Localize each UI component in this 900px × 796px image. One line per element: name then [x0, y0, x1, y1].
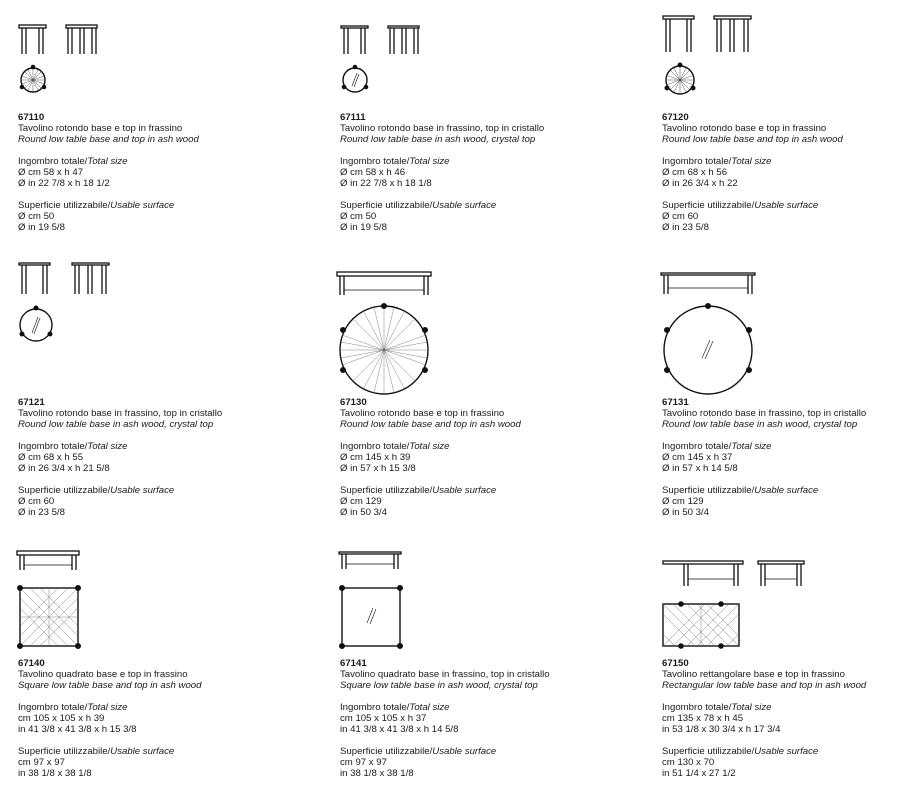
table-drawing-67121	[18, 261, 138, 391]
usable-surface-in: Ø in 19 5/8	[18, 222, 65, 233]
usable-surface-label: Superficie utilizzabile/Usable surface	[18, 485, 175, 496]
total-size-cm: cm 105 x 105 x h 37	[340, 713, 427, 724]
product-name-en: Round low table base in ash wood, crystal top	[340, 134, 536, 145]
table-drawing-67110	[18, 24, 138, 104]
total-size-label: Ingombro totale/Total size	[662, 441, 772, 452]
total-size-cm: cm 135 x 78 x h 45	[662, 713, 744, 724]
usable-surface-in: Ø in 23 5/8	[18, 507, 65, 518]
total-size-cm: Ø cm 58 x h 46	[340, 167, 406, 178]
usable-surface-cm: Ø cm 50	[18, 211, 55, 222]
usable-surface-label: Superficie utilizzabile/Usable surface	[340, 485, 497, 496]
top-view-wood-round	[20, 65, 46, 92]
table-drawing-67120	[662, 14, 782, 104]
usable-surface-label: Superficie utilizzabile/Usable surface	[18, 200, 175, 211]
total-size-in: Ø in 26 3/4 x h 22	[662, 178, 738, 189]
usable-surface-in: Ø in 19 5/8	[340, 222, 387, 233]
total-size-label: Ingombro totale/Total size	[340, 156, 450, 167]
total-size-in: in 41 3/8 x 41 3/8 x h 14 5/8	[340, 724, 459, 735]
top-view-glass-round	[342, 65, 368, 92]
total-size-in: in 41 3/8 x 41 3/8 x h 15 3/8	[18, 724, 137, 735]
product-name-it: Tavolino quadrato base in frassino, top in cristallo	[340, 669, 550, 680]
product-name-it: Tavolino rotondo base e top in frassino	[662, 123, 827, 134]
usable-surface-in: Ø in 50 3/4	[340, 507, 387, 518]
top-view-glass-round	[20, 306, 52, 341]
table-drawing-67111	[340, 24, 460, 104]
usable-surface-in: in 51 1/4 x 27 1/2	[662, 768, 736, 779]
usable-surface-in: Ø in 50 3/4	[662, 507, 709, 518]
usable-surface-label: Superficie utilizzabile/Usable surface	[340, 746, 497, 757]
total-size-label: Ingombro totale/Total size	[340, 441, 450, 452]
table-drawing-67140	[14, 550, 154, 660]
product-name-en: Round low table base in ash wood, crystal top	[18, 419, 214, 430]
total-size-in: Ø in 22 7/8 x h 18 1/2	[18, 178, 110, 189]
usable-surface-cm: Ø cm 60	[18, 496, 55, 507]
total-size-cm: Ø cm 58 x h 47	[18, 167, 84, 178]
product-name-en: Square low table base in ash wood, crystal top	[340, 680, 538, 691]
total-size-cm: cm 105 x 105 x h 39	[18, 713, 105, 724]
top-view-glass-round-large	[664, 304, 752, 395]
usable-surface-label: Superficie utilizzabile/Usable surface	[662, 200, 819, 211]
product-name-it: Tavolino rotondo base e top in frassino	[340, 408, 505, 419]
product-code: 67121	[18, 397, 45, 408]
top-view-wood-square	[18, 586, 81, 649]
product-name-en: Round low table base in ash wood, crystal top	[662, 419, 858, 430]
product-name-it: Tavolino rotondo base in frassino, top in cristallo	[662, 408, 867, 419]
product-name-en: Rectangular low table base and top in ash wood	[662, 680, 867, 691]
product-code: 67141	[340, 658, 367, 669]
total-size-cm: Ø cm 145 x h 37	[662, 452, 733, 463]
top-view-wood-round	[665, 63, 695, 94]
product-name-it: Tavolino quadrato base e top in frassino	[18, 669, 188, 680]
usable-surface-cm: cm 130 x 70	[662, 757, 715, 768]
top-view-wood-round-large	[340, 304, 428, 395]
total-size-label: Ingombro totale/Total size	[340, 702, 450, 713]
table-drawing-67150	[660, 558, 820, 658]
product-name-en: Square low table base and top in ash wood	[18, 680, 202, 691]
product-code: 67150	[662, 658, 689, 669]
product-name-it: Tavolino rotondo base in frassino, top in cristallo	[18, 408, 223, 419]
usable-surface-label: Superficie utilizzabile/Usable surface	[662, 746, 819, 757]
product-name-en: Round low table base and top in ash wood	[18, 134, 199, 145]
product-name-it: Tavolino rotondo base e top in frassino	[18, 123, 183, 134]
product-code: 67110	[18, 112, 45, 123]
total-size-label: Ingombro totale/Total size	[18, 702, 128, 713]
usable-surface-in: Ø in 23 5/8	[662, 222, 709, 233]
usable-surface-label: Superficie utilizzabile/Usable surface	[340, 200, 497, 211]
usable-surface-cm: Ø cm 129	[340, 496, 382, 507]
product-code: 67131	[662, 397, 689, 408]
side-view-front	[19, 25, 46, 54]
total-size-label: Ingombro totale/Total size	[662, 702, 772, 713]
product-name-it: Tavolino rotondo base in frassino, top in cristallo	[340, 123, 545, 134]
total-size-label: Ingombro totale/Total size	[18, 156, 128, 167]
total-size-label: Ingombro totale/Total size	[18, 441, 128, 452]
table-drawing-67131	[658, 270, 798, 400]
usable-surface-cm: cm 97 x 97	[340, 757, 387, 768]
total-size-label: Ingombro totale/Total size	[662, 156, 772, 167]
table-drawing-67141	[336, 550, 476, 660]
product-name-en: Round low table base and top in ash wood	[340, 419, 521, 430]
top-view-wood-rectangle	[663, 602, 739, 649]
usable-surface-label: Superficie utilizzabile/Usable surface	[18, 746, 175, 757]
product-code: 67111	[340, 112, 366, 123]
total-size-in: Ø in 26 3/4 x h 21 5/8	[18, 463, 110, 474]
side-view-profile	[66, 25, 97, 54]
product-code: 67130	[340, 397, 367, 408]
total-size-cm: Ø cm 68 x h 55	[18, 452, 84, 463]
usable-surface-label: Superficie utilizzabile/Usable surface	[662, 485, 819, 496]
product-name-it: Tavolino rettangolare base e top in frassino	[662, 669, 845, 680]
total-size-cm: Ø cm 68 x h 56	[662, 167, 728, 178]
total-size-in: Ø in 22 7/8 x h 18 1/8	[340, 178, 432, 189]
table-drawing-67130	[334, 270, 474, 400]
usable-surface-in: in 38 1/8 x 38 1/8	[18, 768, 92, 779]
total-size-in: Ø in 57 x h 15 3/8	[340, 463, 416, 474]
total-size-in: in 53 1/8 x 30 3/4 x h 17 3/4	[662, 724, 781, 735]
total-size-in: Ø in 57 x h 14 5/8	[662, 463, 738, 474]
total-size-cm: Ø cm 145 x h 39	[340, 452, 411, 463]
top-view-glass-square	[340, 586, 403, 649]
usable-surface-cm: Ø cm 60	[662, 211, 699, 222]
usable-surface-cm: cm 97 x 97	[18, 757, 65, 768]
product-name-en: Round low table base and top in ash wood	[662, 134, 843, 145]
product-code: 67120	[662, 112, 689, 123]
usable-surface-cm: Ø cm 129	[662, 496, 704, 507]
usable-surface-in: in 38 1/8 x 38 1/8	[340, 768, 414, 779]
usable-surface-cm: Ø cm 50	[340, 211, 377, 222]
product-code: 67140	[18, 658, 45, 669]
